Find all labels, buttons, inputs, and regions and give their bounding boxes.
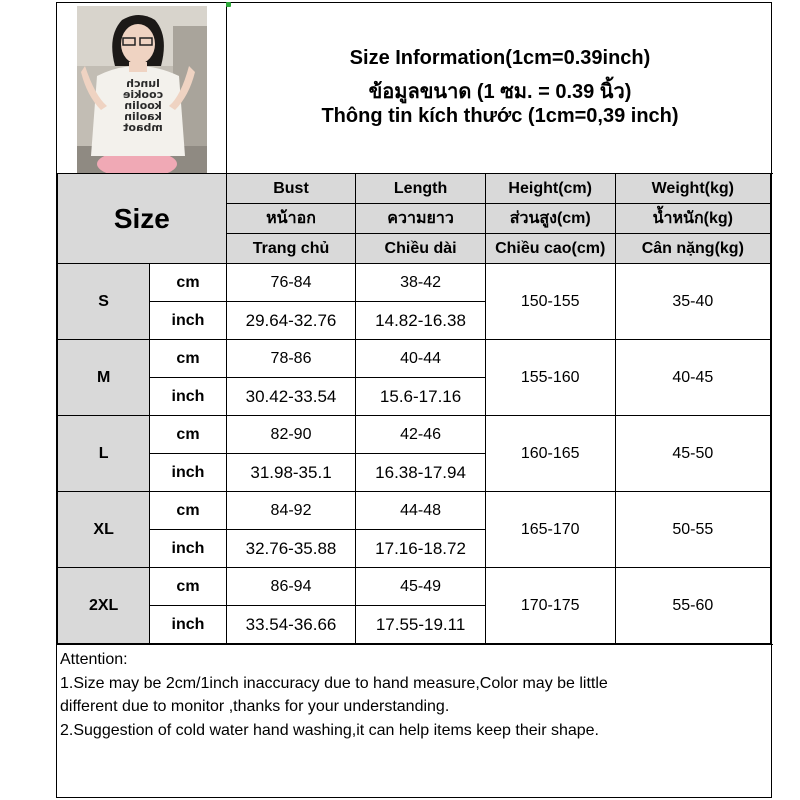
- model-photo: [77, 6, 207, 173]
- length-cm: 40-44: [356, 340, 486, 378]
- length-inch: 17.55-19.11: [356, 606, 486, 644]
- table-row: [58, 340, 771, 378]
- length-cm: 45-49: [356, 568, 486, 606]
- bust-cm: 78-86: [226, 340, 356, 378]
- shirt-print-line: mbaot: [123, 121, 163, 134]
- unit-label: cm: [150, 264, 226, 302]
- size-label: S: [58, 264, 150, 340]
- notes-heading: Attention:: [60, 651, 128, 668]
- table-row: [58, 568, 771, 606]
- col-header-bust-vi: Trang chủ: [226, 234, 356, 264]
- size-table: [57, 173, 771, 644]
- col-header-weight-th: น้ำหนัก(kg): [615, 204, 770, 234]
- bust-inch: 30.42-33.54: [226, 378, 356, 416]
- unit-label: inch: [150, 530, 226, 568]
- bust-inch: 29.64-32.76: [226, 302, 356, 340]
- unit-label: inch: [150, 302, 226, 340]
- height-value: 160-165: [485, 416, 615, 492]
- shirt-print-line: koolin: [124, 99, 162, 112]
- length-inch: 17.16-18.72: [356, 530, 486, 568]
- table-row: [58, 416, 771, 454]
- title-english: Size Information(1cm=0.39inch): [349, 47, 651, 69]
- notes-line: 2.Suggestion of cold water hand washing,it can help items keep their shape.: [60, 721, 599, 739]
- col-header-weight: Weight(kg): [615, 174, 770, 204]
- length-cm: 44-48: [356, 492, 486, 530]
- table-row: [58, 264, 771, 302]
- unit-label: inch: [150, 378, 226, 416]
- shirt-print-line: lunch: [126, 77, 160, 90]
- size-header: Size: [58, 174, 227, 264]
- shirt-print-line: cookie: [122, 88, 164, 101]
- col-header-length-vi: Chiều dài: [356, 234, 486, 264]
- size-label: L: [58, 416, 150, 492]
- length-inch: 14.82-16.38: [356, 302, 486, 340]
- bust-inch: 31.98-35.1: [226, 454, 356, 492]
- table-row: [58, 492, 771, 530]
- col-header-length-th: ความยาว: [356, 204, 486, 234]
- weight-value: 35-40: [615, 264, 770, 340]
- bust-cm: 76-84: [226, 264, 356, 302]
- height-value: 150-155: [485, 264, 615, 340]
- bust-cm: 82-90: [226, 416, 356, 454]
- size-label: 2XL: [58, 568, 150, 644]
- photo-cell: [57, 3, 227, 174]
- col-header-length: Length: [356, 174, 486, 204]
- title-vietnamese: Thông tin kích thước (1cm=0,39 inch): [321, 105, 679, 127]
- title-thai: ข้อมูลขนาด (1 ซม. = 0.39 นิ้ว): [368, 81, 632, 103]
- length-cm: 42-46: [356, 416, 486, 454]
- size-chart-sheet: [56, 2, 772, 798]
- unit-label: inch: [150, 606, 226, 644]
- size-label: M: [58, 340, 150, 416]
- bust-cm: 86-94: [226, 568, 356, 606]
- attention-notes: [57, 644, 773, 742]
- col-header-height-vi: Chiều cao(cm): [485, 234, 615, 264]
- height-value: 170-175: [485, 568, 615, 644]
- shirt-print-line: kaolin: [124, 110, 162, 123]
- height-value: 165-170: [485, 492, 615, 568]
- bust-cm: 84-92: [226, 492, 356, 530]
- weight-value: 50-55: [615, 492, 770, 568]
- unit-label: inch: [150, 454, 226, 492]
- notes-line: different due to monitor ,thanks for your understanding.: [60, 698, 450, 715]
- col-header-bust: Bust: [226, 174, 356, 204]
- length-inch: 16.38-17.94: [356, 454, 486, 492]
- unit-label: cm: [150, 492, 226, 530]
- title-cell: [227, 3, 773, 174]
- weight-value: 45-50: [615, 416, 770, 492]
- weight-value: 40-45: [615, 340, 770, 416]
- unit-label: cm: [150, 416, 226, 454]
- notes-line: 1.Size may be 2cm/1inch inaccuracy due to hand measure,Color may be little: [60, 674, 608, 692]
- size-label: XL: [58, 492, 150, 568]
- unit-label: cm: [150, 340, 226, 378]
- col-header-weight-vi: Cân nặng(kg): [615, 234, 770, 264]
- length-cm: 38-42: [356, 264, 486, 302]
- weight-value: 55-60: [615, 568, 770, 644]
- bust-inch: 32.76-35.88: [226, 530, 356, 568]
- col-header-height: Height(cm): [485, 174, 615, 204]
- length-inch: 15.6-17.16: [356, 378, 486, 416]
- bust-inch: 33.54-36.66: [226, 606, 356, 644]
- height-value: 155-160: [485, 340, 615, 416]
- col-header-bust-th: หน้าอก: [226, 204, 356, 234]
- col-header-height-th: ส่วนสูง(cm): [485, 204, 615, 234]
- shirt-print: [103, 78, 183, 133]
- unit-label: cm: [150, 568, 226, 606]
- corner-marker: [226, 2, 231, 7]
- header-row-en: [58, 174, 771, 204]
